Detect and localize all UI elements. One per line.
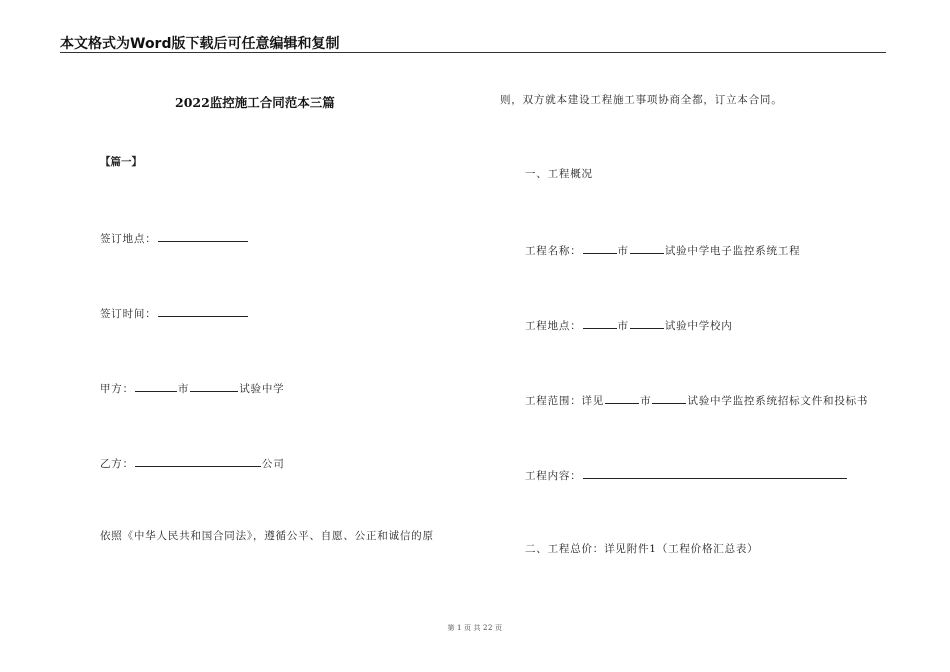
project-content-label: 工程内容： <box>525 470 582 482</box>
project-location-row <box>525 317 733 333</box>
project-content-blank <box>583 467 847 479</box>
project-price-heading: 二、工程总价：详见附件1（工程价格汇总表） <box>525 543 759 555</box>
project-location-suffix: 试验中学校内 <box>664 320 733 332</box>
sign-time-row <box>100 305 249 321</box>
party-a-suffix: 试验中学 <box>239 383 285 395</box>
basis-paragraph-start: 依照《中华人民共和国合同法》，遵循公平、自愿、公正和诚信的原 <box>100 530 434 542</box>
document-header-title: 本文格式为Word版下载后可任意编辑和复制 <box>60 36 340 52</box>
party-b-label: 乙方： <box>100 458 134 470</box>
project-name-label: 工程名称： <box>525 245 582 257</box>
section-heading-one: 【篇一】 <box>100 156 142 168</box>
sign-time-label: 签订时间： <box>100 308 157 320</box>
sign-time-blank <box>158 305 248 317</box>
party-a-school-blank <box>190 380 238 392</box>
party-b-blank <box>135 455 261 467</box>
project-content-row <box>525 467 848 483</box>
party-a-city-blank <box>135 380 177 392</box>
party-b-suffix: 公司 <box>261 458 285 470</box>
project-scope-city: 市 <box>640 395 652 407</box>
project-overview-heading: 一、工程概况 <box>525 168 593 180</box>
project-name-city: 市 <box>617 245 629 257</box>
project-scope-label: 工程范围：详见 <box>525 395 605 407</box>
footer-total-prefix: 共 <box>473 624 482 632</box>
project-scope-district-blank <box>652 392 686 404</box>
project-name-city-blank <box>583 242 617 254</box>
party-a-row <box>100 380 284 396</box>
party-a-city-label: 市 <box>177 383 190 395</box>
basis-paragraph-end: 则，双方就本建设工程施工事项协商全都，订立本合同。 <box>500 94 783 106</box>
footer-current-page: 1 <box>457 624 463 632</box>
footer-total-unit: 页 <box>494 624 503 632</box>
footer-page-unit: 页 <box>464 624 472 632</box>
header-divider <box>60 52 886 53</box>
project-name-district-blank <box>630 242 664 254</box>
project-location-district-blank <box>630 317 664 329</box>
project-scope-city-blank <box>605 392 639 404</box>
project-location-city-blank <box>583 317 617 329</box>
sign-place-blank <box>158 230 248 242</box>
page-footer <box>0 623 950 633</box>
project-location-city: 市 <box>617 320 629 332</box>
party-b-row <box>100 455 285 471</box>
footer-prefix: 第 <box>447 624 456 632</box>
sign-place-row <box>100 230 249 246</box>
project-scope-suffix: 试验中学监控系统招标文件和投标书 <box>687 395 869 407</box>
sign-place-label: 签订地点： <box>100 233 157 245</box>
party-a-label: 甲方： <box>100 383 134 395</box>
footer-total-pages: 22 <box>483 624 493 632</box>
project-scope-row <box>525 392 868 408</box>
project-location-label: 工程地点： <box>525 320 582 332</box>
project-name-suffix: 试验中学电子监控系统工程 <box>664 245 801 257</box>
document-title: 2022监控施工合同范本三篇 <box>175 95 335 110</box>
project-name-row <box>525 242 800 258</box>
